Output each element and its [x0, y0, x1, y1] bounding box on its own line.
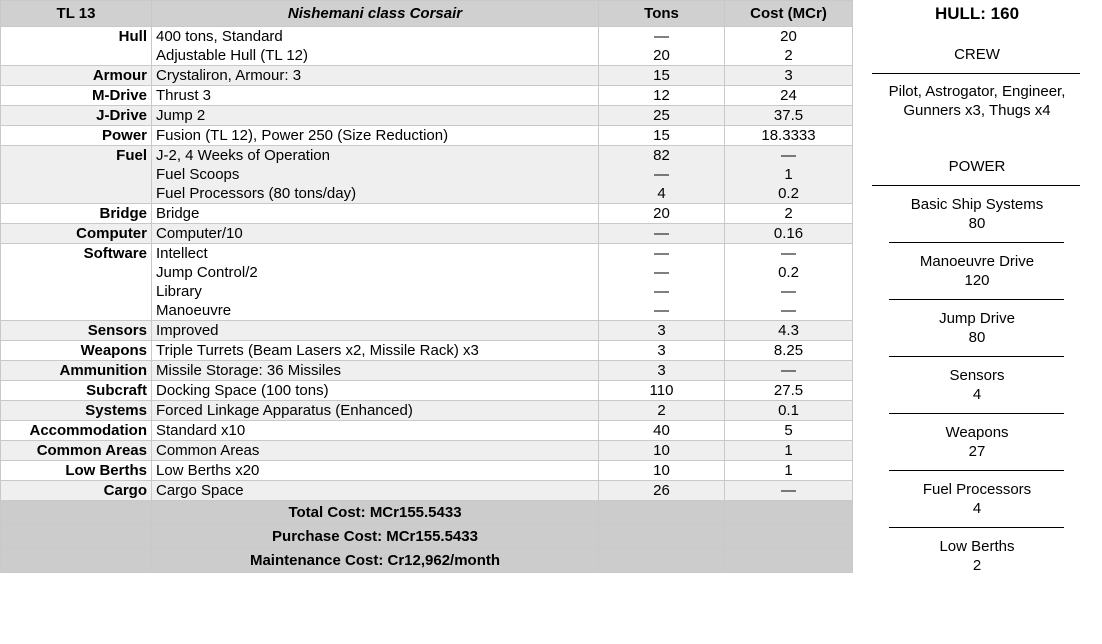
row-tons-line: 10	[653, 442, 670, 459]
row-tons-line: 10	[653, 462, 670, 479]
row-cost	[725, 441, 853, 461]
row-cost-line: —	[781, 245, 796, 262]
summary-panel	[852, 0, 1102, 644]
power-item-name: Sensors	[949, 367, 1005, 384]
row-items	[152, 461, 599, 481]
table-row	[1, 381, 853, 401]
row-cost-line: —	[781, 302, 796, 319]
purchase-cost-cost-spacer	[725, 525, 853, 549]
row-items	[152, 27, 599, 66]
power-item-name: Low Berths	[939, 538, 1015, 555]
row-tons-line: 4	[657, 185, 666, 202]
power-item-name: Fuel Processors	[922, 481, 1032, 498]
table-row	[1, 86, 853, 106]
row-tons-line: 15	[653, 67, 670, 84]
purchase-cost-tons-spacer	[599, 525, 725, 549]
power-item	[852, 309, 1102, 347]
row-tons-line: 110	[649, 382, 674, 399]
row-tons-line: 15	[653, 127, 670, 144]
row-tons	[599, 461, 725, 481]
power-item-value: 120	[964, 272, 990, 289]
row-tons-line: 20	[653, 47, 670, 64]
power-item-divider	[889, 356, 1064, 357]
hull-points: HULL: 160	[934, 4, 1020, 23]
row-cost-line: 0.2	[778, 264, 799, 281]
table-row	[1, 481, 853, 501]
row-cost-line: 24	[780, 87, 797, 104]
maintenance-cost-spacer	[1, 549, 152, 573]
row-label-armour: Armour	[1, 66, 152, 86]
total-cost: Total Cost: MCr155.5433	[152, 501, 599, 525]
row-cost	[725, 401, 853, 421]
row-items-line: Jump Control/2	[156, 264, 258, 281]
row-items	[152, 204, 599, 224]
row-items	[152, 66, 599, 86]
row-items-line: Computer/10	[156, 225, 243, 242]
row-tons-line: —	[654, 264, 669, 281]
power-item-divider	[889, 470, 1064, 471]
crew-divider	[872, 73, 1080, 74]
row-tons	[599, 341, 725, 361]
row-label-common-areas: Common Areas	[1, 441, 152, 461]
row-tons-line: 3	[657, 362, 666, 379]
row-cost	[725, 106, 853, 126]
row-items-line: 400 tons, Standard	[156, 28, 283, 45]
power-item-value: 2	[972, 557, 982, 574]
row-tons-line: 20	[653, 205, 670, 222]
power-item-value: 80	[968, 215, 986, 232]
total-cost-spacer	[1, 501, 152, 525]
crew-list	[852, 82, 1102, 120]
row-cost-line: 0.1	[778, 402, 799, 419]
power-item	[852, 537, 1102, 575]
row-items-line: Bridge	[156, 205, 200, 222]
row-label-computer: Computer	[1, 224, 152, 244]
row-items-line: Improved	[156, 322, 219, 339]
row-cost-line: —	[781, 482, 796, 499]
row-items-line: Fuel Processors (80 tons/day)	[156, 185, 357, 202]
row-cost-line: 2	[784, 47, 793, 64]
row-cost-line: 8.25	[773, 342, 804, 359]
total-cost-tons-spacer	[599, 501, 725, 525]
row-tons	[599, 441, 725, 461]
power-item-name: Weapons	[945, 424, 1009, 441]
row-tons	[599, 321, 725, 341]
row-items-line: Fusion (TL 12), Power 250 (Size Reduction)	[156, 127, 449, 144]
cost-column-header: Cost (MCr)	[725, 1, 853, 27]
row-items-line: Standard x10	[156, 422, 246, 439]
row-tons	[599, 86, 725, 106]
row-cost-line: 1	[784, 462, 793, 479]
maintenance-cost-cost-spacer	[725, 549, 853, 573]
row-tons-line: 3	[657, 322, 666, 339]
table-row	[1, 401, 853, 421]
row-label-software: Software	[1, 244, 152, 321]
row-tons-line: —	[654, 225, 669, 242]
row-tons-line: 26	[653, 482, 670, 499]
row-cost-line: 20	[780, 28, 797, 45]
row-tons-line: —	[654, 302, 669, 319]
row-cost	[725, 381, 853, 401]
table-row	[1, 204, 853, 224]
row-label-j-drive: J-Drive	[1, 106, 152, 126]
row-items	[152, 86, 599, 106]
table-row	[1, 27, 853, 66]
table-header-row	[1, 1, 853, 27]
maintenance-cost: Maintenance Cost: Cr12,962/month	[152, 549, 599, 573]
row-items	[152, 321, 599, 341]
purchase-cost-spacer	[1, 525, 152, 549]
row-cost-line: 2	[784, 205, 793, 222]
row-items-line: Triple Turrets (Beam Lasers x2, Missile Rack) x3	[156, 342, 479, 359]
row-items	[152, 481, 599, 501]
row-tons	[599, 421, 725, 441]
row-tons	[599, 146, 725, 204]
row-cost-line: —	[781, 147, 796, 164]
row-label-hull: Hull	[1, 27, 152, 66]
row-items	[152, 244, 599, 321]
row-tons-line: 2	[657, 402, 666, 419]
row-tons-line: —	[654, 166, 669, 183]
power-item-name: Jump Drive	[939, 310, 1015, 327]
row-items-line: Fuel Scoops	[156, 166, 240, 183]
row-label-weapons: Weapons	[1, 341, 152, 361]
maintenance-cost-tons-spacer	[599, 549, 725, 573]
tech-level-header: TL 13	[1, 1, 152, 27]
power-item-value: 80	[968, 329, 986, 346]
table-row	[1, 66, 853, 86]
row-items-line: Low Berths x20	[156, 462, 260, 479]
power-item	[852, 366, 1102, 404]
row-items-line: Cargo Space	[156, 482, 244, 499]
table-row	[1, 126, 853, 146]
row-items	[152, 106, 599, 126]
row-cost-line: 4.3	[778, 322, 799, 339]
row-label-subcraft: Subcraft	[1, 381, 152, 401]
row-label-cargo: Cargo	[1, 481, 152, 501]
row-items-line: Manoeuvre	[156, 302, 232, 319]
power-item-divider	[889, 527, 1064, 528]
row-label-m-drive: M-Drive	[1, 86, 152, 106]
row-tons	[599, 401, 725, 421]
row-items	[152, 401, 599, 421]
tons-column-header: Tons	[599, 1, 725, 27]
row-items	[152, 341, 599, 361]
power-item	[852, 423, 1102, 461]
row-items-line: Adjustable Hull (TL 12)	[156, 47, 309, 64]
power-item-name: Manoeuvre Drive	[919, 253, 1035, 270]
row-cost	[725, 361, 853, 381]
table-row	[1, 244, 853, 321]
row-tons	[599, 481, 725, 501]
row-cost-line: 3	[784, 67, 793, 84]
crew-title: CREW	[954, 46, 1000, 63]
row-cost	[725, 321, 853, 341]
power-divider	[872, 185, 1080, 186]
power-item	[852, 195, 1102, 233]
row-tons-line: —	[654, 28, 669, 45]
row-cost-line: 27.5	[773, 382, 804, 399]
power-item-divider	[889, 242, 1064, 243]
row-tons-line: 25	[653, 107, 670, 124]
row-tons-line: 82	[653, 147, 670, 164]
row-cost	[725, 126, 853, 146]
row-tons	[599, 106, 725, 126]
maintenance-cost-row	[1, 549, 853, 573]
row-label-sensors: Sensors	[1, 321, 152, 341]
row-cost-line: 37.5	[773, 107, 804, 124]
row-cost-line: 18.3333	[761, 127, 816, 144]
row-cost	[725, 27, 853, 66]
row-label-low-berths: Low Berths	[1, 461, 152, 481]
row-label-accommodation: Accommodation	[1, 421, 152, 441]
row-items	[152, 146, 599, 204]
row-cost	[725, 421, 853, 441]
row-label-bridge: Bridge	[1, 204, 152, 224]
row-cost-line: —	[781, 362, 796, 379]
row-items	[152, 381, 599, 401]
power-title: POWER	[948, 158, 1006, 175]
row-cost	[725, 224, 853, 244]
table-row	[1, 441, 853, 461]
table-row	[1, 341, 853, 361]
purchase-cost: Purchase Cost: MCr155.5433	[152, 525, 599, 549]
row-tons	[599, 244, 725, 321]
table-row	[1, 461, 853, 481]
row-items-line: Library	[156, 283, 202, 300]
total-cost-cost-spacer	[725, 501, 853, 525]
row-cost-line: 0.16	[773, 225, 804, 242]
row-cost	[725, 66, 853, 86]
table-row	[1, 361, 853, 381]
purchase-cost-row	[1, 525, 853, 549]
table-row	[1, 106, 853, 126]
row-cost-line: 0.2	[778, 185, 799, 202]
power-item-value: 4	[972, 500, 982, 517]
row-items	[152, 126, 599, 146]
table-row	[1, 224, 853, 244]
crew-line: Pilot, Astrogator, Engineer,	[888, 83, 1066, 100]
row-items-line: Docking Space (100 tons)	[156, 382, 329, 399]
row-label-systems: Systems	[1, 401, 152, 421]
row-items-line: Common Areas	[156, 442, 260, 459]
power-item	[852, 480, 1102, 518]
row-items-line: Jump 2	[156, 107, 206, 124]
row-items	[152, 361, 599, 381]
row-items	[152, 421, 599, 441]
row-tons	[599, 27, 725, 66]
row-cost	[725, 481, 853, 501]
row-cost	[725, 146, 853, 204]
row-tons	[599, 381, 725, 401]
row-items-line: Intellect	[156, 245, 208, 262]
table-row	[1, 421, 853, 441]
row-items-line: J-2, 4 Weeks of Operation	[156, 147, 330, 164]
crew-line: Gunners x3, Thugs x4	[903, 102, 1051, 119]
power-item-divider	[889, 299, 1064, 300]
ship-name-header: Nishemani class Corsair	[152, 1, 599, 27]
row-cost	[725, 244, 853, 321]
row-cost	[725, 86, 853, 106]
power-item-value: 27	[968, 443, 986, 460]
row-label-power: Power	[1, 126, 152, 146]
power-item-divider	[889, 413, 1064, 414]
row-tons	[599, 204, 725, 224]
row-cost-line: 1	[784, 166, 793, 183]
row-tons	[599, 126, 725, 146]
table-row	[1, 321, 853, 341]
row-items-line: Crystaliron, Armour: 3	[156, 67, 302, 84]
power-item-value: 4	[972, 386, 982, 403]
row-cost	[725, 204, 853, 224]
power-item	[852, 252, 1102, 290]
row-tons	[599, 361, 725, 381]
total-cost-row	[1, 501, 853, 525]
row-items	[152, 441, 599, 461]
row-cost	[725, 461, 853, 481]
power-item-name: Basic Ship Systems	[910, 196, 1044, 213]
row-label-fuel: Fuel	[1, 146, 152, 204]
row-tons-line: 3	[657, 342, 666, 359]
table-row	[1, 146, 853, 204]
row-tons	[599, 224, 725, 244]
row-tons-line: —	[654, 283, 669, 300]
row-tons	[599, 66, 725, 86]
row-items-line: Forced Linkage Apparatus (Enhanced)	[156, 402, 413, 419]
power-list	[852, 195, 1102, 575]
row-cost-line: 1	[784, 442, 793, 459]
row-tons-line: 40	[653, 422, 670, 439]
row-items-line: Missile Storage: 36 Missiles	[156, 362, 342, 379]
row-cost	[725, 341, 853, 361]
row-items	[152, 224, 599, 244]
row-items-line: Thrust 3	[156, 87, 212, 104]
row-tons-line: 12	[653, 87, 670, 104]
row-cost-line: —	[781, 283, 796, 300]
row-tons-line: —	[654, 245, 669, 262]
row-cost-line: 5	[784, 422, 793, 439]
row-label-ammunition: Ammunition	[1, 361, 152, 381]
